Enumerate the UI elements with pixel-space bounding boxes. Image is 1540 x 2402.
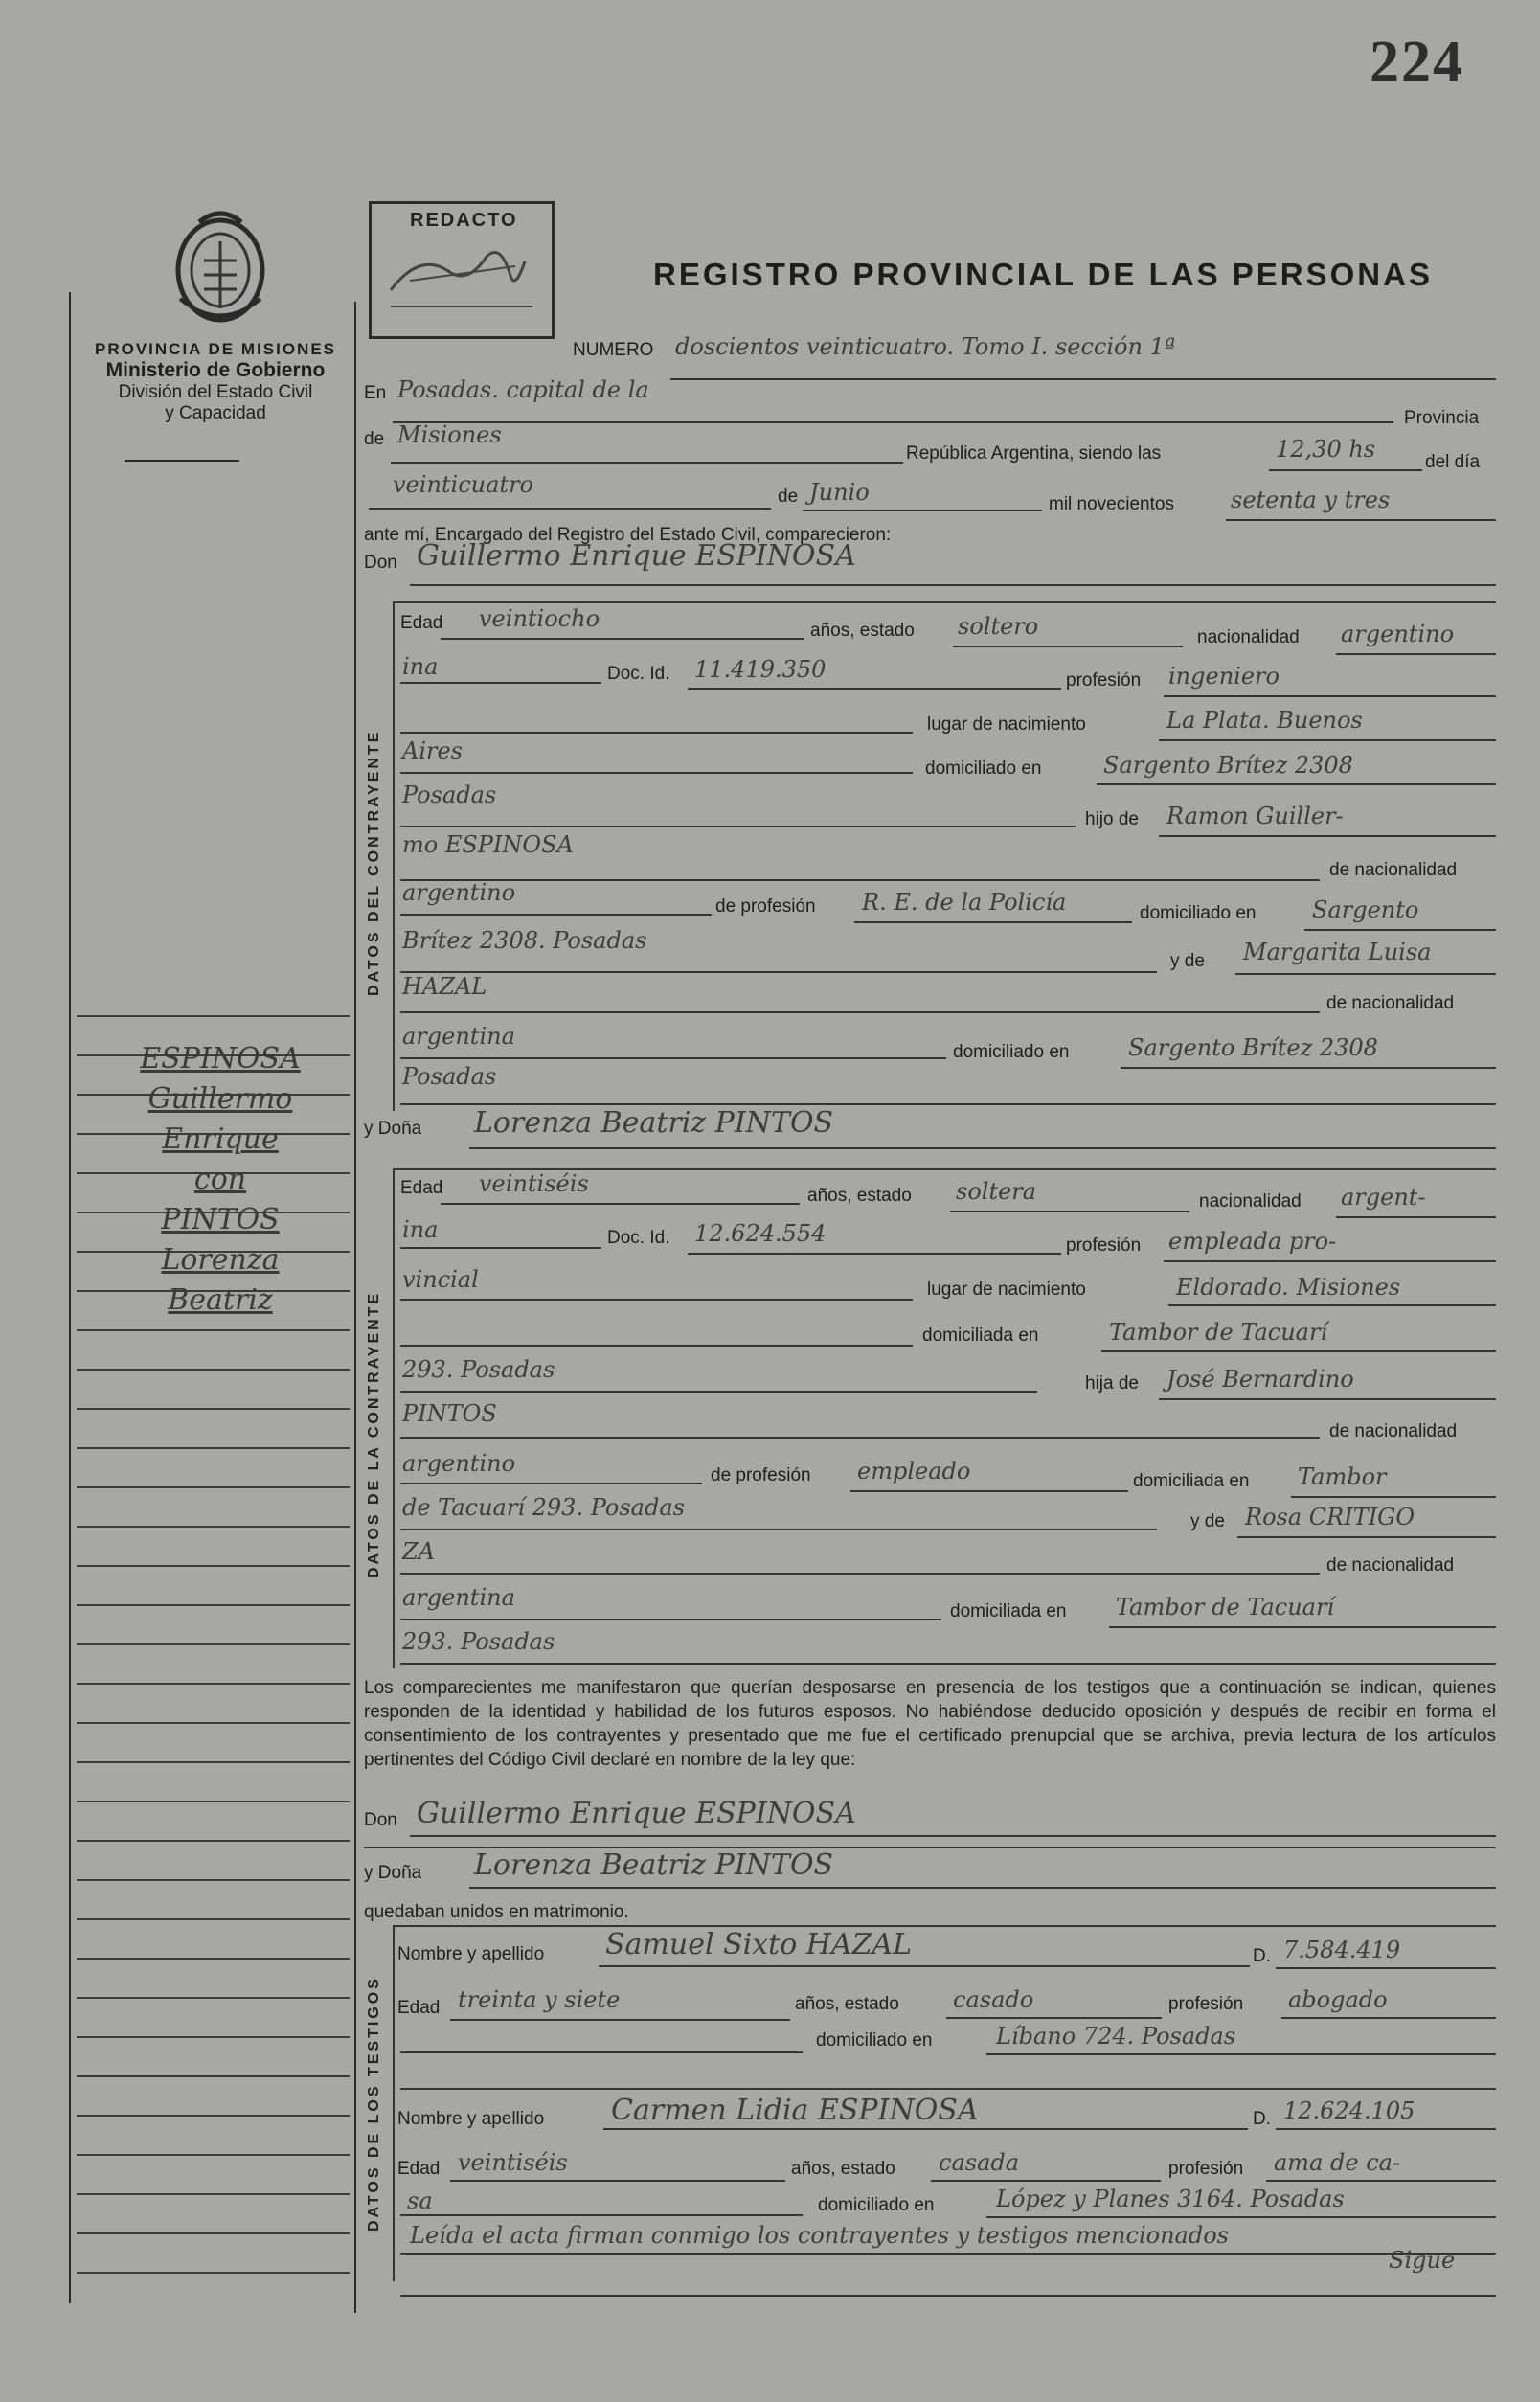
document-title: REGISTRO PROVINCIAL DE LAS PERSONAS xyxy=(653,257,1433,292)
bride-name-value: Lorenza Beatriz PINTOS xyxy=(474,1106,834,1140)
w1-domicilio-value: Líbano 724. Posadas xyxy=(996,2023,1236,2050)
left-margin-line xyxy=(69,292,71,2303)
bride-edad-value: veintiséis xyxy=(479,1170,589,1197)
groom-lugar-nac-cont: Aires xyxy=(402,737,463,764)
stamp-label: REDACTO xyxy=(410,210,518,231)
header-underline xyxy=(125,460,239,462)
bride-side-label: DATOS DE LA CONTRAYENTE xyxy=(366,1290,382,1578)
groom-doc-value: 11.419.350 xyxy=(694,656,827,683)
quedaban-unidos: quedaban unidos en matrimonio. xyxy=(364,1902,629,1922)
groom-profesion-value: ingeniero xyxy=(1168,663,1280,690)
groom-father-value: Ramon Guiller- xyxy=(1166,803,1344,829)
groom-lugar-nac-value: La Plata. Buenos xyxy=(1166,707,1363,734)
w1-profesion-value: abogado xyxy=(1288,1986,1388,2013)
w1-nombre-value: Samuel Sixto HAZAL xyxy=(605,1928,913,1961)
groom-estado-label: años, estado xyxy=(810,621,915,641)
groom-name-value: Guillermo Enrique ESPINOSA xyxy=(417,539,856,573)
stamp-signature-icon xyxy=(381,233,539,309)
de-label: de xyxy=(364,429,385,449)
bride-father-value: José Bernardino xyxy=(1166,1366,1354,1393)
w2-estado-label: años, estado xyxy=(791,2159,895,2179)
groom-mother-dom-cont: Posadas xyxy=(402,1063,497,1090)
w2-domicilio-value: López y Planes 3164. Posadas xyxy=(996,2186,1345,2212)
ante-mi-label: ante mí, Encargado del Registro del Estado Civil, comparecieron: xyxy=(364,525,892,545)
bride-nacionalidad-value: argent- xyxy=(1341,1184,1426,1211)
bride-data-block xyxy=(393,1170,395,1668)
bride-father-prof-label: de profesión xyxy=(711,1465,811,1485)
bride-doc-label: Doc. Id. xyxy=(607,1228,670,1248)
closing-text: Leída el acta firman conmigo los contrayentes y testigos mencionados xyxy=(410,2222,1229,2249)
decl-bride-value: Lorenza Beatriz PINTOS xyxy=(474,1848,834,1882)
groom-estado-value: soltero xyxy=(958,613,1039,640)
republica-label: República Argentina, siendo las xyxy=(906,443,1162,464)
w2-profesion-value: ama de ca- xyxy=(1274,2149,1401,2176)
don-label: Don xyxy=(364,553,397,573)
margin-firstname-groom: Guillermo xyxy=(147,1082,293,1116)
bride-father-dom-label: domiciliada en xyxy=(1133,1471,1250,1491)
groom-father-prof-label: de profesión xyxy=(715,896,816,917)
w2-domicilio-label: domiciliado en xyxy=(818,2195,935,2215)
w2-d-label: D. xyxy=(1253,2109,1271,2129)
declaration-text: Los comparecientes me manifestaron que querían desposarse en presencia de los testigos que a continuación se indican, quienes responden de la identidad y habilidad de los futuros esposos. No habiéndose deducido oposición y después de recibir en forma el consentimiento de los contrayentes y presentado que me fue el certificado prenupcial que se archiva, previa lectura de los artículos pertinentes del Código Civil declaré en nombre de la ley que: xyxy=(364,1678,1496,1770)
province-name: PROVINCIA DE MISIONES xyxy=(94,340,336,358)
w2-edad-label: Edad xyxy=(397,2159,441,2179)
groom-edad-value: veintiocho xyxy=(479,605,600,632)
bride-mother-nac-value: argentina xyxy=(402,1584,515,1611)
groom-hijo-de-label: hijo de xyxy=(1085,809,1139,829)
groom-nacionalidad-label: nacionalidad xyxy=(1197,627,1300,647)
bride-mother-value: Rosa CRITIGO xyxy=(1245,1504,1415,1530)
de-mes-label: de xyxy=(778,487,799,507)
bride-estado-value: soltera xyxy=(956,1178,1037,1205)
numero-value: doscientos veinticuatro. Tomo I. sección 1ª xyxy=(675,333,1176,360)
signature-sigue: Sigue xyxy=(1389,2247,1456,2274)
bride-profesion-cont: vincial xyxy=(402,1266,479,1293)
groom-nacionalidad-value: argentino xyxy=(1341,621,1455,647)
groom-father-dom-value: Sargento xyxy=(1312,896,1419,923)
ministry-name: Ministerio de Gobierno xyxy=(105,359,326,381)
w1-edad-value: treinta y siete xyxy=(458,1986,621,2013)
groom-mother-dom-label: domiciliado en xyxy=(953,1042,1070,1062)
groom-data-block xyxy=(393,603,395,1111)
witnesses-data-block xyxy=(393,1927,395,2281)
bride-father-dom-value: Tambor xyxy=(1298,1463,1387,1490)
bride-profesion-value: empleada pro- xyxy=(1168,1228,1337,1255)
groom-father-prof-value: R. E. de la Policía xyxy=(862,889,1067,916)
issuing-authority xyxy=(77,340,354,424)
w1-nombre-label: Nombre y apellido xyxy=(397,1944,545,1964)
decl-don-label: Don xyxy=(364,1810,397,1830)
witnesses-side-label: DATOS DE LOS TESTIGOS xyxy=(366,1976,382,2232)
bride-lugar-nac-label: lugar de nacimiento xyxy=(927,1280,1086,1300)
anio-value: setenta y tres xyxy=(1231,487,1391,513)
groom-mother-nac-value: argentina xyxy=(402,1023,515,1050)
margin-surname-bride: PINTOS xyxy=(161,1203,280,1236)
w1-domicilio-label: domiciliado en xyxy=(816,2030,933,2051)
bride-father-prof-value: empleado xyxy=(857,1458,971,1484)
groom-y-de-label: y de xyxy=(1170,951,1205,971)
w2-profesion-label: profesión xyxy=(1168,2159,1244,2179)
bride-nacionalidad-label: nacionalidad xyxy=(1199,1191,1302,1212)
groom-edad-label: Edad xyxy=(400,613,443,633)
bride-mother-nac-label: de nacionalidad xyxy=(1326,1555,1455,1575)
bride-father-nac-label: de nacionalidad xyxy=(1329,1421,1458,1441)
bride-edad-label: Edad xyxy=(400,1178,443,1198)
groom-father-nac-label: de nacionalidad xyxy=(1329,860,1458,880)
dia-value: veinticuatro xyxy=(393,471,533,498)
w1-estado-label: años, estado xyxy=(795,1994,899,2014)
groom-father-dom-label: domiciliado en xyxy=(1140,903,1257,923)
groom-profesion-label: profesión xyxy=(1066,670,1142,691)
groom-mother-dom-value: Sargento Brítez 2308 xyxy=(1128,1034,1378,1061)
w1-doc-value: 7.584.419 xyxy=(1283,1937,1401,1963)
dona-label: y Doña xyxy=(364,1119,422,1139)
groom-lugar-nac-label: lugar de nacimiento xyxy=(927,714,1086,735)
groom-father-nac-value: argentino xyxy=(402,879,516,906)
provincia-label: Provincia xyxy=(1404,408,1480,428)
hora-value: 12,30 hs xyxy=(1276,436,1376,463)
margin-middlename-groom: Enrique xyxy=(162,1122,279,1156)
groom-side-label: DATOS DEL CONTRAYENTE xyxy=(366,729,382,996)
bride-doc-value: 12.624.554 xyxy=(694,1220,827,1247)
margin-firstname-bride: Lorenza xyxy=(161,1243,280,1277)
bride-estado-label: años, estado xyxy=(807,1186,912,1206)
w1-edad-label: Edad xyxy=(397,1998,441,2018)
bride-mother-cont: ZA xyxy=(402,1538,436,1565)
groom-mother-cont: HAZAL xyxy=(402,973,487,1000)
numero-label: NUMERO xyxy=(573,340,654,360)
bride-y-de-label: y de xyxy=(1190,1511,1225,1531)
division-name-cont: y Capacidad xyxy=(165,403,266,423)
mil-novecientos-label: mil novecientos xyxy=(1049,494,1174,514)
del-dia-label: del día xyxy=(1425,452,1481,472)
decl-dona-label: y Doña xyxy=(364,1863,422,1883)
mes-value: Junio xyxy=(809,479,870,506)
groom-mother-value: Margarita Luisa xyxy=(1243,939,1432,965)
groom-mother-nac-label: de nacionalidad xyxy=(1326,993,1455,1013)
bride-domicilio-value: Tambor de Tacuarí xyxy=(1109,1319,1328,1346)
w2-doc-value: 12.624.105 xyxy=(1283,2097,1415,2124)
bride-mother-dom-cont: 293. Posadas xyxy=(402,1628,555,1655)
bride-nacionalidad-cont: ina xyxy=(402,1216,439,1243)
margin-annotation xyxy=(86,1039,354,1321)
w1-estado-value: casado xyxy=(953,1986,1034,2013)
page-number: 224 xyxy=(1370,30,1464,95)
bride-father-nac-value: argentino xyxy=(402,1450,516,1477)
en-value: Posadas. capital de la xyxy=(397,376,649,403)
en-label: En xyxy=(364,383,387,403)
w2-estado-value: casada xyxy=(939,2149,1020,2176)
margin-middlename-bride: Beatriz xyxy=(168,1283,273,1317)
margin-con: con xyxy=(193,1163,247,1196)
w2-nombre-value: Carmen Lidia ESPINOSA xyxy=(611,2094,979,2127)
groom-father-dom-cont: Brítez 2308. Posadas xyxy=(402,927,647,954)
margin-surname-groom: ESPINOSA xyxy=(140,1042,301,1076)
decl-groom-value: Guillermo Enrique ESPINOSA xyxy=(417,1797,856,1830)
w1-profesion-label: profesión xyxy=(1168,1994,1244,2014)
province-value: Misiones xyxy=(397,421,502,448)
bride-mother-dom-label: domiciliada en xyxy=(950,1601,1067,1621)
groom-nacionalidad-cont: ina xyxy=(402,653,439,680)
groom-domicilio-label: domiciliado en xyxy=(925,759,1042,779)
bride-father-dom-cont: de Tacuarí 293. Posadas xyxy=(402,1494,685,1521)
w1-d-label: D. xyxy=(1253,1946,1271,1966)
bride-mother-dom-value: Tambor de Tacuarí xyxy=(1116,1594,1335,1620)
groom-doc-label: Doc. Id. xyxy=(607,664,670,684)
division-name: División del Estado Civil xyxy=(118,382,313,402)
bride-domicilio-label: domiciliada en xyxy=(922,1326,1039,1346)
groom-domicilio-value: Sargento Brítez 2308 xyxy=(1103,752,1353,779)
w2-edad-value: veintiséis xyxy=(458,2149,568,2176)
bride-domicilio-cont: 293. Posadas xyxy=(402,1356,555,1383)
redacto-stamp xyxy=(369,201,555,339)
bride-hija-de-label: hija de xyxy=(1085,1373,1139,1394)
groom-father-cont: mo ESPINOSA xyxy=(402,831,574,858)
bride-father-cont: PINTOS xyxy=(402,1400,497,1427)
w2-nombre-label: Nombre y apellido xyxy=(397,2109,545,2129)
bride-lugar-nac-value: Eldorado. Misiones xyxy=(1176,1274,1401,1301)
groom-domicilio-cont: Posadas xyxy=(402,782,497,808)
form-margin-line xyxy=(354,302,356,2313)
bride-profesion-label: profesión xyxy=(1066,1235,1142,1256)
provincial-crest-icon xyxy=(161,203,280,328)
w2-profesion-cont: sa xyxy=(407,2187,433,2214)
